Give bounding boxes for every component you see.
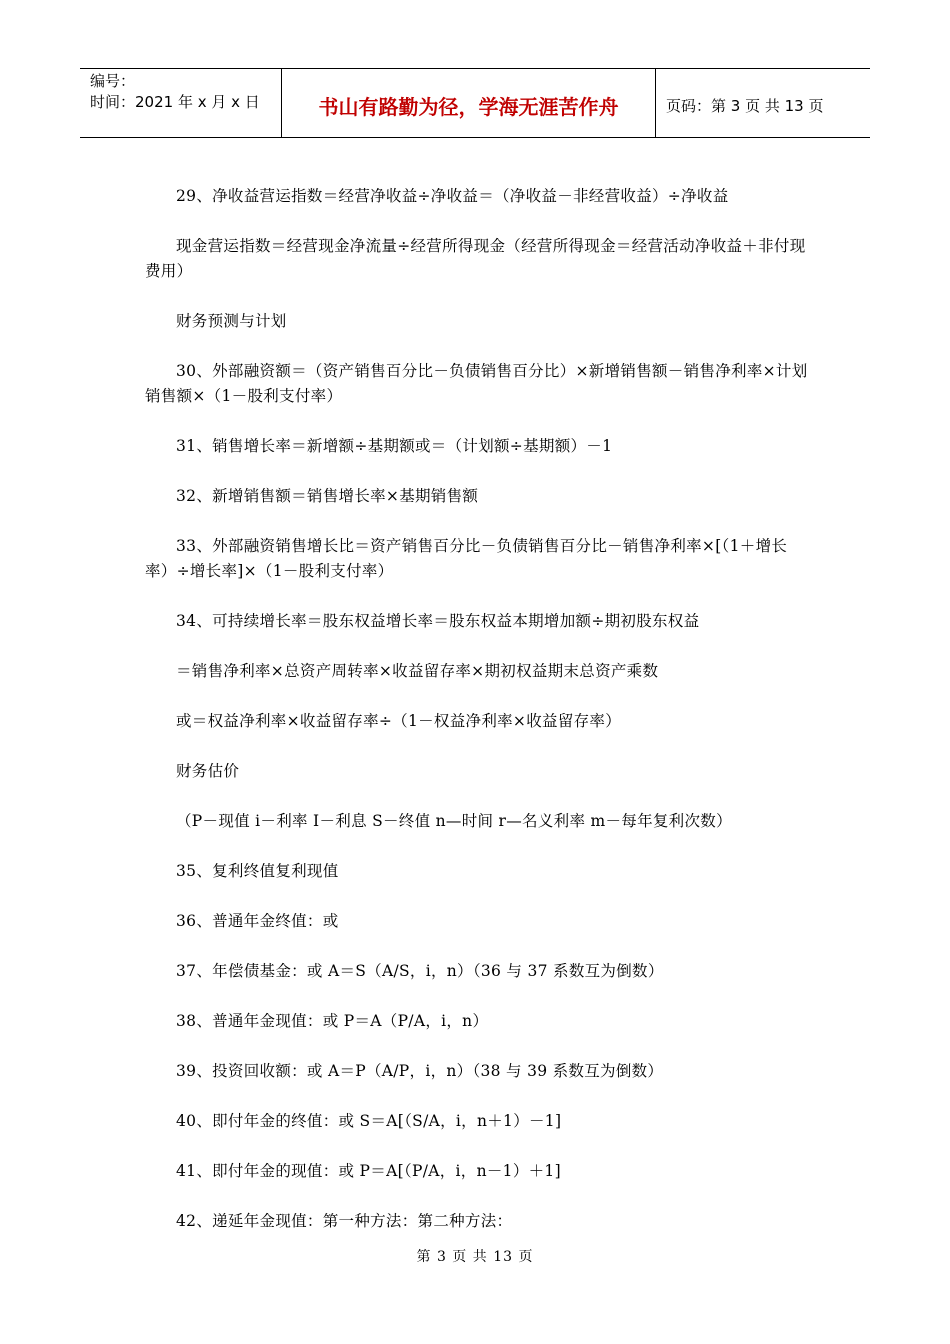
page-header — [80, 68, 870, 138]
page-footer: 第 3 页 共 13 页 — [416, 1249, 534, 1265]
document-body — [145, 180, 810, 1234]
legend-line: （P－现值 i－利率 I－利息 S－终值 n—时间 r—名义利率 m－每年复利次数） — [176, 812, 732, 830]
header-page-info: 页码：第 3 页 共 13 页 — [666, 96, 824, 115]
paragraph: 34、可持续增长率＝股东权益增长率＝股东权益本期增加额÷期初股东权益 — [176, 612, 700, 630]
paragraph: 31、销售增长率＝新增额÷基期额或＝（计划额÷基期额）－1 — [176, 437, 613, 455]
section-heading: 财务估价 — [176, 762, 240, 780]
time-label: 时间：2021 年 x 月 x 日 — [90, 93, 260, 111]
paragraph: 29、净收益营运指数＝经营净收益÷净收益＝（净收益－非经营收益）÷净收益 — [176, 187, 729, 205]
paragraph: 36、普通年金终值：或 — [176, 912, 339, 930]
paragraph: 40、即付年金的终值：或 S＝A[（S/A，i，n＋1）－1] — [176, 1112, 562, 1130]
paragraph: 35、复利终值复利现值 — [176, 862, 339, 880]
paragraph: 41、即付年金的现值：或 P＝A[（P/A，i，n－1）＋1] — [176, 1162, 561, 1180]
paragraph: 现金营运指数＝经营现金净流量÷经营所得现金（经营所得现金＝经营活动净收益＋非付现费用） — [145, 237, 806, 280]
paragraph: 33、外部融资销售增长比＝资产销售百分比－负债销售百分比－销售净利率×[（1＋增长率）÷增长率]×（1－股利支付率） — [145, 537, 788, 580]
number-label: 编号： — [90, 72, 136, 90]
paragraph: 38、普通年金现值：或 P＝A（P/A，i，n） — [176, 1012, 489, 1030]
paragraph: ＝销售净利率×总资产周转率×收益留存率×期初权益期末总资产乘数 — [176, 662, 659, 680]
paragraph: 32、新增销售额＝销售增长率×基期销售额 — [176, 487, 479, 505]
header-motto: 书山有路勤为径，学海无涯苦作舟 — [282, 69, 656, 137]
paragraph: 或＝权益净利率×收益留存率÷（1－权益净利率×收益留存率） — [176, 712, 622, 730]
section-heading: 财务预测与计划 — [176, 312, 287, 330]
paragraph: 37、年偿债基金：或 A＝S（A/S，i，n）（36 与 37 系数互为倒数） — [176, 962, 664, 980]
paragraph: 30、外部融资额＝（资产销售百分比－负债销售百分比）×新增销售额－销售净利率×计划销售额×（1－股利支付率） — [145, 362, 808, 405]
paragraph: 42、递延年金现值：第一种方法：第二种方法： — [176, 1212, 513, 1230]
header-meta — [80, 69, 282, 137]
paragraph: 39、投资回收额：或 A＝P（A/P，i，n）（38 与 39 系数互为倒数） — [176, 1062, 664, 1080]
